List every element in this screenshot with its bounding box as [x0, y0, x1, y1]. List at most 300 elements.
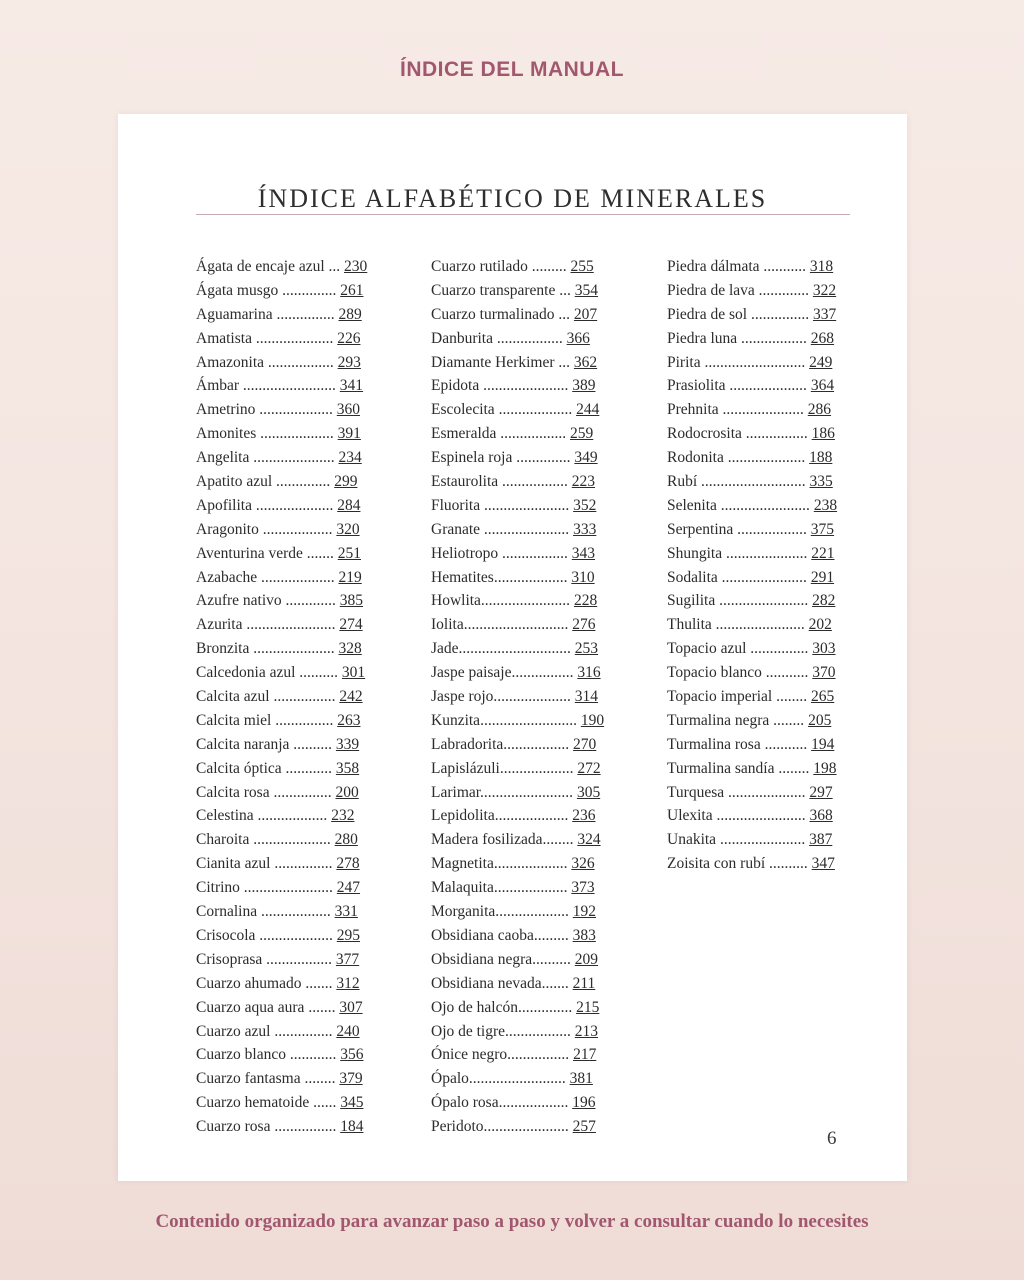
index-entry	[196, 804, 426, 828]
index-entry	[196, 303, 426, 327]
entry-page-link[interactable]: 219	[338, 568, 362, 586]
entry-name: Shungita .....................	[667, 544, 808, 562]
index-entry	[431, 327, 661, 351]
entry-name: Rodonita ....................	[667, 449, 806, 467]
entry-page-link[interactable]: 347	[811, 855, 835, 873]
index-page	[118, 114, 907, 1181]
index-entry	[431, 470, 661, 494]
index-entry	[431, 1115, 661, 1139]
entry-name: Thulita .......................	[667, 616, 805, 634]
index-entry	[431, 828, 661, 852]
entry-page-link[interactable]: 207	[573, 305, 598, 323]
entry-name: Malaquita...................	[431, 879, 568, 897]
entry-name: Granate ......................	[431, 520, 570, 538]
entry-name: Angelita .....................	[196, 449, 335, 467]
entry-name: Epidota ......................	[431, 377, 569, 395]
entry-page-link[interactable]: 272	[577, 759, 601, 777]
index-entry	[196, 446, 426, 470]
entry-page-link[interactable]: 238	[813, 496, 838, 514]
index-column-3	[667, 255, 897, 876]
entry-name: Crisocola ...................	[196, 926, 333, 944]
index-entry	[196, 327, 426, 351]
entry-name: Espinela roja ..............	[431, 449, 571, 467]
index-entry	[667, 661, 897, 685]
entry-page-link[interactable]: 322	[812, 281, 837, 299]
entry-name: Calcita azul ................	[196, 688, 336, 706]
entry-page-link[interactable]: 318	[809, 258, 834, 275]
entry-page-link[interactable]: 307	[339, 998, 363, 1016]
entry-page-link[interactable]: 375	[810, 520, 835, 538]
entry-page-link[interactable]: 194	[811, 735, 835, 753]
entry-name: Pirita ..........................	[667, 353, 806, 371]
entry-page-link[interactable]: 314	[574, 688, 599, 706]
index-entry	[431, 924, 661, 948]
index-entry	[667, 518, 897, 542]
index-entry	[431, 542, 661, 566]
entry-name: Topacio imperial ........	[667, 688, 808, 706]
index-entry	[431, 279, 661, 303]
entry-page-link[interactable]: 293	[337, 353, 361, 371]
entry-name: Cuarzo rutilado .........	[431, 258, 567, 275]
index-entry	[667, 828, 897, 852]
index-entry	[667, 470, 897, 494]
entry-name: Topacio azul ...............	[667, 640, 809, 658]
entry-page-link[interactable]: 341	[339, 377, 364, 395]
index-entry	[667, 613, 897, 637]
entry-page-link[interactable]: 265	[810, 688, 835, 706]
entry-name: Sugilita .......................	[667, 592, 809, 610]
entry-page-link[interactable]: 303	[812, 640, 836, 658]
entry-page-link[interactable]: 202	[808, 616, 832, 634]
entry-name: Danburita .................	[431, 329, 563, 347]
entry-page-link[interactable]: 362	[573, 353, 598, 371]
entry-page-link[interactable]: 276	[572, 616, 596, 634]
entry-page-link[interactable]: 244	[576, 401, 600, 419]
entry-name: Iolita...........................	[431, 616, 569, 634]
entry-page-link[interactable]: 247	[336, 879, 361, 897]
entry-name: Madera fosilizada........	[431, 831, 574, 849]
index-entry	[196, 733, 426, 757]
index-entry	[667, 566, 897, 590]
entry-name: Cuarzo azul ...............	[196, 1022, 333, 1040]
entry-page-link[interactable]: 305	[576, 783, 601, 801]
entry-page-link[interactable]: 377	[335, 950, 360, 968]
index-entry	[196, 1091, 426, 1115]
entry-name: Calcedonia azul ..........	[196, 664, 339, 682]
index-entry	[667, 351, 897, 375]
entry-page-link[interactable]: 373	[571, 879, 595, 897]
entry-page-link[interactable]: 261	[340, 281, 364, 299]
entry-name: Hematites...................	[431, 568, 568, 586]
index-entry	[431, 661, 661, 685]
entry-name: Prehnita .....................	[667, 401, 804, 419]
entry-name: Jade.............................	[431, 640, 571, 658]
index-entry	[196, 709, 426, 733]
index-entry	[196, 422, 426, 446]
index-entry	[431, 709, 661, 733]
entry-name: Peridoto......................	[431, 1118, 569, 1136]
entry-name: Aguamarina ...............	[196, 305, 335, 323]
entry-page-link[interactable]: 320	[336, 520, 360, 538]
index-entry	[196, 685, 426, 709]
index-column-2	[431, 255, 661, 1139]
bottom-caption: Contenido organizado para avanzar paso a paso y volver a consultar cuando lo necesites	[155, 1211, 869, 1232]
index-entry	[431, 996, 661, 1020]
index-entry	[196, 1067, 426, 1091]
index-entry	[196, 542, 426, 566]
index-entry	[431, 255, 661, 279]
entry-name: Amazonita .................	[196, 353, 334, 371]
entry-name: Piedra dálmata ...........	[667, 258, 807, 275]
index-entry	[667, 685, 897, 709]
index-entry	[431, 351, 661, 375]
index-entry	[431, 1067, 661, 1091]
index-entry	[431, 566, 661, 590]
entry-page-link[interactable]: 200	[335, 783, 359, 801]
index-entry	[431, 948, 661, 972]
entry-page-link[interactable]: 352	[573, 496, 597, 514]
entry-page-link[interactable]: 391	[337, 425, 361, 443]
index-entry	[196, 637, 426, 661]
entry-name: Lepidolita...................	[431, 807, 569, 825]
entry-page-link[interactable]: 259	[570, 425, 594, 443]
entry-page-link[interactable]: 299	[334, 473, 358, 491]
entry-page-link[interactable]: 316	[577, 664, 601, 682]
entry-name: Howlita.......................	[431, 592, 571, 610]
entry-name: Ojo de halcón..............	[431, 998, 573, 1016]
index-entry	[667, 327, 897, 351]
entry-page-link[interactable]: 387	[809, 831, 833, 849]
index-entry	[431, 852, 661, 876]
entry-page-link[interactable]: 370	[812, 664, 836, 682]
entry-page-link[interactable]: 354	[574, 281, 598, 299]
entry-page-link[interactable]: 274	[339, 616, 363, 634]
entry-name: Calcita miel ...............	[196, 711, 334, 729]
entry-page-link[interactable]: 226	[337, 329, 361, 347]
entry-name: Ónice negro................	[431, 1046, 570, 1064]
index-entry	[431, 494, 661, 518]
entry-page-link[interactable]: 196	[572, 1094, 596, 1112]
entry-page-link[interactable]: 310	[571, 568, 595, 586]
entry-page-link[interactable]: 186	[811, 425, 835, 443]
entry-page-link[interactable]: 282	[812, 592, 836, 610]
index-entry	[431, 685, 661, 709]
entry-name: Obsidiana nevada.......	[431, 974, 569, 992]
entry-page-link[interactable]: 331	[334, 903, 358, 921]
entry-page-link[interactable]: 251	[337, 544, 361, 562]
entry-name: Azurita .......................	[196, 616, 336, 634]
entry-page-link[interactable]: 349	[574, 449, 598, 467]
index-entry	[431, 446, 661, 470]
entry-name: Diamante Herkimer ...	[431, 353, 571, 371]
entry-name: Aragonito ..................	[196, 520, 333, 538]
entry-page-link[interactable]: 358	[335, 759, 360, 777]
entry-name: Calcita rosa ...............	[196, 783, 332, 801]
page-number: 6	[827, 1128, 837, 1149]
index-entry	[667, 709, 897, 733]
entry-page-link[interactable]: 184	[340, 1118, 364, 1136]
entry-name: Charoita ....................	[196, 831, 331, 849]
entry-page-link[interactable]: 270	[573, 735, 597, 753]
index-entry	[667, 852, 897, 876]
entry-page-link[interactable]: 297	[809, 783, 833, 801]
entry-name: Turmalina sandía ........	[667, 759, 810, 777]
index-entry	[667, 589, 897, 613]
entry-name: Cuarzo transparente ...	[431, 281, 571, 299]
entry-name: Ópalo rosa..................	[431, 1094, 569, 1112]
index-entry	[196, 996, 426, 1020]
index-entry	[667, 733, 897, 757]
index-entry	[431, 518, 661, 542]
entry-page-link[interactable]: 381	[569, 1070, 593, 1088]
entry-page-link[interactable]: 211	[572, 974, 596, 992]
entry-name: Jaspe paisaje................	[431, 664, 574, 682]
entry-name: Sodalita ......................	[667, 568, 807, 586]
entry-page-link[interactable]: 217	[573, 1046, 597, 1064]
entry-name: Ulexita .......................	[667, 807, 806, 825]
entry-name: Selenita .......................	[667, 496, 810, 514]
entry-name: Cuarzo aqua aura .......	[196, 998, 336, 1016]
index-entry	[431, 733, 661, 757]
entry-page-link[interactable]: 213	[574, 1022, 599, 1040]
entry-page-link[interactable]: 312	[336, 974, 360, 992]
entry-name: Ametrino ...................	[196, 401, 333, 419]
index-entry	[667, 255, 897, 279]
entry-page-link[interactable]: 383	[572, 926, 596, 944]
entry-page-link[interactable]: 255	[570, 258, 594, 275]
entry-page-link[interactable]: 242	[339, 688, 363, 706]
entry-page-link[interactable]: 335	[809, 473, 833, 491]
index-entry	[431, 900, 661, 924]
entry-name: Turmalina rosa ...........	[667, 735, 808, 753]
entry-page-link[interactable]: 230	[344, 258, 368, 275]
index-entry	[667, 494, 897, 518]
index-entry	[196, 948, 426, 972]
index-entry	[431, 757, 661, 781]
heading-divider	[196, 214, 850, 215]
index-entry	[431, 972, 661, 996]
index-entry	[196, 661, 426, 685]
entry-name: Heliotropo .................	[431, 544, 568, 562]
index-entry	[196, 566, 426, 590]
index-entry	[667, 804, 897, 828]
index-entry	[667, 374, 897, 398]
index-entry	[196, 828, 426, 852]
index-entry	[431, 422, 661, 446]
index-entry	[196, 972, 426, 996]
entry-page-link[interactable]: 240	[336, 1022, 360, 1040]
entry-name: Aventurina verde .......	[196, 544, 334, 562]
entry-name: Cuarzo blanco ............	[196, 1046, 337, 1064]
entry-name: Esmeralda .................	[431, 425, 567, 443]
entry-page-link[interactable]: 291	[810, 568, 835, 586]
entry-page-link[interactable]: 324	[577, 831, 601, 849]
index-entry	[196, 1020, 426, 1044]
entry-name: Apatito azul ..............	[196, 473, 331, 491]
entry-page-link[interactable]: 215	[576, 998, 600, 1016]
entry-page-link[interactable]: 364	[810, 377, 835, 395]
entry-page-link[interactable]: 236	[572, 807, 596, 825]
entry-page-link[interactable]: 221	[811, 544, 835, 562]
index-entry	[431, 613, 661, 637]
index-entry	[667, 757, 897, 781]
index-entry	[667, 637, 897, 661]
entry-page-link[interactable]: 385	[339, 592, 364, 610]
index-entry	[196, 398, 426, 422]
entry-name: Rodocrosita ................	[667, 425, 808, 443]
index-entry	[431, 1020, 661, 1044]
entry-name: Cuarzo fantasma ........	[196, 1070, 336, 1088]
index-entry	[667, 279, 897, 303]
entry-name: Unakita ......................	[667, 831, 806, 849]
entry-page-link[interactable]: 205	[808, 711, 832, 729]
entry-page-link[interactable]: 360	[336, 401, 361, 419]
entry-name: Escolecita ...................	[431, 401, 573, 419]
index-entry	[431, 876, 661, 900]
index-entry	[196, 494, 426, 518]
index-entry	[431, 637, 661, 661]
entry-name: Cianita azul ...............	[196, 855, 333, 873]
entry-name: Citrino .......................	[196, 879, 333, 897]
entry-name: Amonites ...................	[196, 425, 334, 443]
index-entry	[667, 398, 897, 422]
entry-name: Piedra de lava .............	[667, 281, 810, 299]
entry-name: Ópalo.........................	[431, 1070, 566, 1088]
entry-page-link[interactable]: 333	[573, 520, 597, 538]
entry-page-link[interactable]: 263	[337, 711, 361, 729]
entry-name: Calcita óptica ............	[196, 759, 333, 777]
entry-name: Larimar........................	[431, 783, 574, 801]
index-entry	[196, 374, 426, 398]
index-entry	[667, 542, 897, 566]
index-entry	[431, 374, 661, 398]
entry-name: Ámbar ........................	[196, 377, 336, 395]
index-entry	[431, 589, 661, 613]
index-entry	[667, 781, 897, 805]
entry-name: Cuarzo hematoide ......	[196, 1094, 337, 1112]
entry-name: Magnetita...................	[431, 855, 568, 873]
manual-index-title: ÍNDICE DEL MANUAL	[400, 58, 624, 81]
entry-page-link[interactable]: 249	[809, 353, 833, 371]
index-entry	[431, 398, 661, 422]
index-entry	[196, 876, 426, 900]
entry-page-link[interactable]: 368	[809, 807, 833, 825]
entry-name: Topacio blanco ...........	[667, 664, 809, 682]
entry-name: Rubí ...........................	[667, 473, 806, 491]
index-column-1	[196, 255, 426, 1139]
entry-page-link[interactable]: 192	[572, 903, 597, 921]
entry-name: Ágata musgo ..............	[196, 281, 337, 299]
entry-name: Amatista ....................	[196, 329, 334, 347]
entry-name: Piedra de sol ...............	[667, 305, 810, 323]
entry-name: Serpentina ..................	[667, 520, 807, 538]
entry-name: Obsidiana caoba.........	[431, 926, 569, 944]
entry-page-link[interactable]: 345	[340, 1094, 364, 1112]
entry-page-link[interactable]: 289	[338, 305, 362, 323]
entry-name: Labradorita.................	[431, 735, 570, 753]
entry-name: Morganita...................	[431, 903, 569, 921]
entry-page-link[interactable]: 326	[571, 855, 595, 873]
index-entry	[431, 804, 661, 828]
entry-page-link[interactable]: 389	[572, 377, 596, 395]
entry-page-link[interactable]: 257	[572, 1118, 596, 1136]
entry-page-link[interactable]: 339	[335, 735, 360, 753]
entry-name: Bronzita .....................	[196, 640, 335, 658]
entry-name: Prasiolita ....................	[667, 377, 807, 395]
entry-name: Ágata de encaje azul ...	[196, 258, 341, 275]
entry-page-link[interactable]: 228	[573, 592, 598, 610]
index-entry	[667, 446, 897, 470]
entry-page-link[interactable]: 337	[812, 305, 837, 323]
entry-page-link[interactable]: 188	[809, 449, 833, 467]
entry-page-link[interactable]: 234	[338, 449, 362, 467]
entry-page-link[interactable]: 284	[337, 496, 361, 514]
entry-page-link[interactable]: 343	[571, 544, 596, 562]
entry-page-link[interactable]: 209	[574, 950, 599, 968]
entry-name: Turquesa ....................	[667, 783, 806, 801]
index-entry	[196, 470, 426, 494]
index-entry	[196, 924, 426, 948]
entry-page-link[interactable]: 295	[336, 926, 361, 944]
entry-name: Cornalina ..................	[196, 903, 331, 921]
entry-name: Celestina ..................	[196, 807, 328, 825]
entry-page-link[interactable]: 278	[336, 855, 360, 873]
entry-name: Crisoprasa .................	[196, 950, 333, 968]
entry-page-link[interactable]: 356	[340, 1046, 364, 1064]
entry-page-link[interactable]: 280	[334, 831, 358, 849]
entry-page-link[interactable]: 301	[341, 664, 366, 682]
index-entry	[196, 1115, 426, 1139]
entry-name: Cuarzo rosa ................	[196, 1118, 337, 1136]
entry-name: Azabache ...................	[196, 568, 335, 586]
index-entry	[431, 303, 661, 327]
entry-name: Ojo de tigre.................	[431, 1022, 571, 1040]
index-entry	[196, 757, 426, 781]
entry-name: Lapislázuli...................	[431, 759, 574, 777]
entry-name: Obsidiana negra..........	[431, 950, 571, 968]
entry-page-link[interactable]: 198	[813, 759, 837, 777]
entry-name: Piedra luna .................	[667, 329, 807, 347]
entry-page-link[interactable]: 328	[338, 640, 362, 658]
entry-name: Cuarzo turmalinado ...	[431, 305, 571, 323]
entry-name: Cuarzo ahumado .......	[196, 974, 333, 992]
index-entry	[196, 589, 426, 613]
entry-page-link[interactable]: 286	[807, 401, 832, 419]
entry-page-link[interactable]: 232	[331, 807, 355, 825]
index-entry	[196, 351, 426, 375]
index-entry	[431, 781, 661, 805]
index-entry	[196, 852, 426, 876]
page-heading: ÍNDICE ALFABÉTICO DE MINERALES	[257, 184, 768, 213]
entry-page-link[interactable]: 253	[574, 640, 599, 658]
entry-name: Fluorita ......................	[431, 496, 570, 514]
entry-page-link[interactable]: 379	[339, 1070, 363, 1088]
index-entry	[196, 518, 426, 542]
entry-page-link[interactable]: 268	[810, 329, 835, 347]
entry-name: Apofilita ....................	[196, 496, 334, 514]
entry-page-link[interactable]: 366	[566, 329, 590, 347]
index-entry	[667, 303, 897, 327]
index-entry	[196, 1043, 426, 1067]
entry-page-link[interactable]: 223	[571, 473, 596, 491]
entry-name: Jaspe rojo....................	[431, 688, 571, 706]
entry-page-link[interactable]: 190	[580, 711, 605, 729]
index-entry	[667, 422, 897, 446]
index-entry	[196, 255, 426, 279]
entry-name: Zoisita con rubí ..........	[667, 855, 808, 873]
index-entry	[431, 1043, 661, 1067]
entry-name: Azufre nativo .............	[196, 592, 336, 610]
